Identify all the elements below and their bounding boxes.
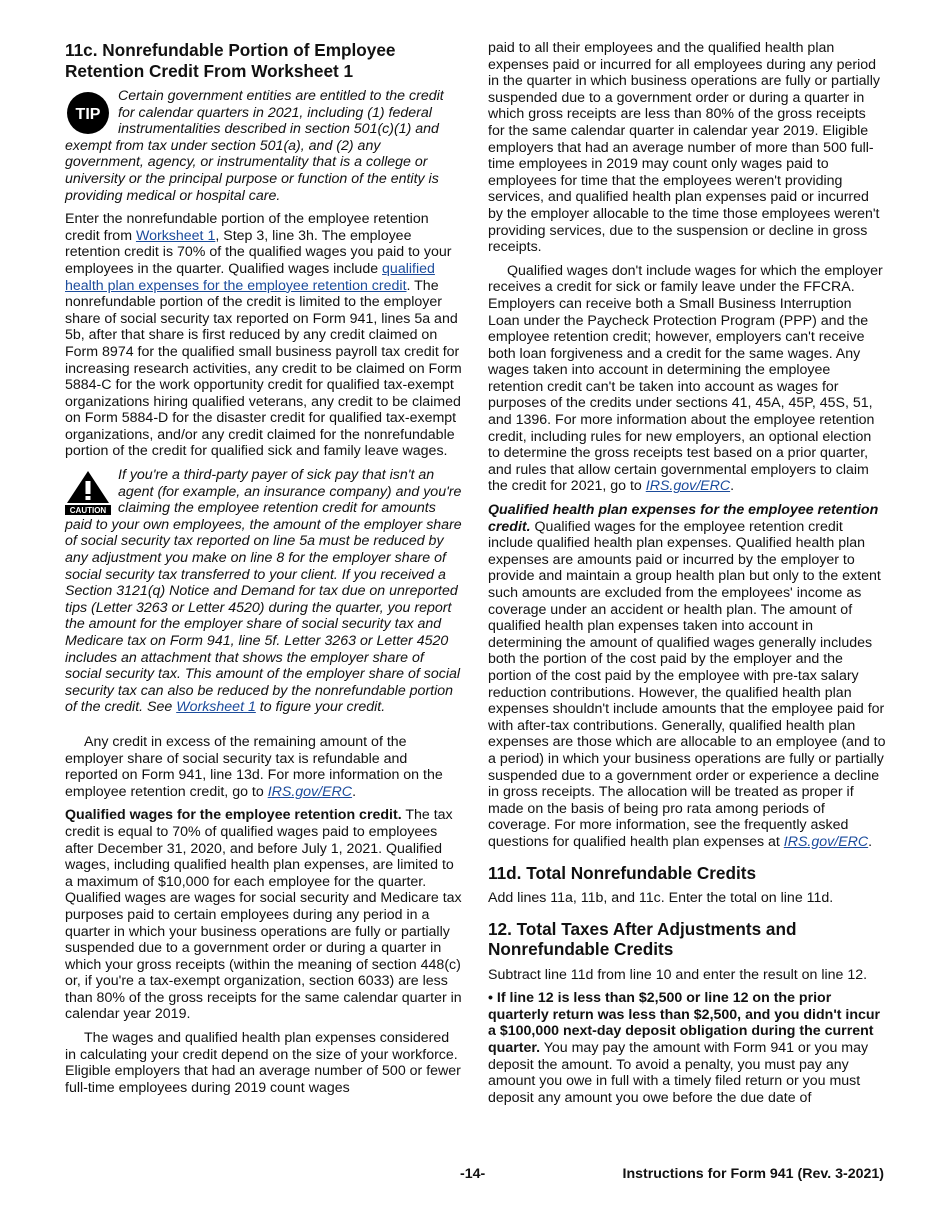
paragraph-excess-credit: Any credit in excess of the remaining amount of the employer share of social security tax is refundable and reported on Form 941, line 13d. For more information on the employee retention credit, go to IRS.gov/ERC.: [65, 733, 443, 800]
qualified-health-plan-link[interactable]: qualified health plan expenses for the employee retention credit: [65, 260, 435, 294]
paragraph-12: Subtract line 11d from line 10 and enter the result on line 12.: [488, 966, 868, 983]
paragraph-11d: Add lines 11a, 11b, and 11c. Enter the total on line 11d.: [488, 890, 834, 906]
paragraph-health-plan: Qualified health plan expenses for the employee retention credit. Qualified wages for the employee retention credit include qualified health plan expenses. Qualified health plan expenses are amounts paid or incurred by the employer to provide and maintain a group health plan but only to the extent such amounts are excluded from the employees' income as coverage under an accident or health plan. The amount of qualified health plan expenses taken into account in determining the amount of qualified wages generally includes both the portion of the cost paid by the employer and the portion of the cost paid by the employee with pre-tax salary reduction contributions. However, the qualified health plan expenses shouldn't include amounts that the employee paid for with after-tax contributions. Generally, qualified health plan expenses are those which are allocable to an employee (and to a period) in which your business operations are fully or partially suspended due to a government order or experience a decline in gross receipts. The allocation will be treated as proper if made on the basis of being pro rata among periods of coverage. For more information, see the frequently asked questions for qualified health plan expenses at IRS.gov/ERC.: [488, 502, 886, 850]
section-heading-11d: 11d. Total Nonrefundable Credits: [488, 862, 757, 883]
bullet-marker: •: [488, 990, 493, 1007]
irs-erc-link-2[interactable]: IRS.gov/ERC: [645, 478, 731, 495]
caution-note: CAUTION If you're a third-party payer of sick pay that isn't an agent (for example, an insurance company) and you're claiming the employee retention credit for amounts paid to your own employees, the amount of the employer share of social security tax reported on line 5a must be reduced by any adjustment you make on line 8 for the employer share of social security tax transferred to your client. If you received a Section 3121(q) Notice and Demand for tax due on unreported tips (Letter 3263 or Letter 4520) during the quarter, you report the amount for the employer share of social security tax and Medicare tax on Form 941, line 5f. Letter 3263 or Letter 4520 includes an attachment that shows the employer share of social security tax. This amount of the employer share of social security tax can also be reduced by the nonrefundable portion of the credit. See Worksheet 1 to figure your credit.: [65, 467, 462, 716]
paragraph-wages-considered: The wages and qualified health plan expenses considered in calculating your credit depend on the size of your workforce. Eligible employers that had an average number of 500 or fewer full-time employees during 2019 count wages: [65, 1030, 461, 1096]
svg-text:CAUTION: CAUTION: [69, 506, 107, 516]
worksheet-1-link[interactable]: Worksheet 1: [135, 227, 216, 244]
irs-erc-link-3[interactable]: IRS.gov/ERC: [783, 833, 869, 850]
section-heading-12: 12. Total Taxes After Adjustments and Nonrefundable Credits: [488, 918, 797, 960]
tip-text: Certain government entities are entitled to the credit for calendar quarters in 2021, including (1) federal instrumentalities described in section 501(c)(1) and exempt from tax under section 501(a), and (2) any government, agency, or instrumentality that is a college or university or the principal purpose or function of the entity is providing medical or hospital care.: [65, 88, 444, 204]
bullet-paragraph: • If line 12 is less than $2,500 or line 12 on the prior quarterly return was less than $2,500, and you didn't incur a $100,000 next-day deposit obligation during the current quarter. You may pay the amount with Form 941 or you may deposit the amount. To avoid a penalty, you must pay any amount you owe in full with a timely filed return or you must deposit any amount you owe before the due date of: [488, 990, 881, 1106]
svg-text:TIP: TIP: [75, 106, 101, 123]
caution-text: If you're a third-party payer of sick pay that isn't an agent (for example, an insurance company) and you're claiming the employee retention credit for amounts paid to your own employees, the amount of the employer share of social security tax reported on line 5a must be reduced by any adjustment you make on line 8 for the employer share of social security tax transferred to your client. If you received a Section 3121(q) Notice and Demand for tax due on unreported tips (Letter 3263 or Letter 4520) during the quarter, you report the amount for the employer share of social security tax and Medicare tax on Form 941, line 5f. Letter 3263 or Letter 4520 includes an attachment that shows the employer share of social security tax. This amount of the employer share of social security tax can also be reduced by the nonrefundable portion of the credit. See: [65, 467, 462, 716]
tip-note: [65, 88, 463, 204]
right-column: [488, 40, 886, 1113]
irs-erc-link[interactable]: IRS.gov/ERC: [267, 783, 353, 800]
paragraph-continued: paid to all their employees and the qualified health plan expenses paid or incurred for all employees during any period in the quarter in which business operations are fully or partially suspended due to a government order or during a quarter in which gross receipts are less than 80% of the gross receipts for the same calendar quarter in calendar year 2019. Eligible employers that had an average number of more than 500 full-time employees in 2019 may count only wages paid to employees for time that the employees weren't providing services, and qualified health plan expenses paid or incurred by the employer allocable to the time those employees weren't providing services, due to the suspension or decline in gross receipts.: [488, 40, 880, 256]
worksheet-1-link-2[interactable]: Worksheet 1: [176, 699, 256, 716]
left-column: [65, 40, 463, 1103]
paragraph-ffcra: Qualified wages don't include wages for which the employer receives a credit for sick or family leave under the FFCRA. Employers can receive both a Small Business Interruption Loan under the Paycheck Protection Program (PPP) and the employee retention credit; however, employers can't receive both loan forgiveness and a credit for the same wages. Any wages taken into account in determining the employee retention credit can't be taken into account as wages for purposes of the credits under sections 41, 45A, 45P, 45S, 51, and 1396. For more information about the employee retention credit, including rules for new employers, an optional election to determine the gross receipts test based on a prior quarter, and rules that allow certain governmental employers to claim the credit for 2021, go to IRS.gov/ERC.: [488, 262, 883, 495]
caution-icon: [65, 469, 111, 515]
section-heading-11c: 11c. Nonrefundable Portion of Employee Retention Credit From Worksheet 1: [65, 40, 396, 81]
paragraph-qualified-wages: Qualified wages for the employee retention credit. The tax credit is equal to 70% of qualified wages paid to employees after December 31, 2020, and before July 1, 2021. Qualified wages, including qualified health plan expenses, are limited to a maximum of $10,000 for each employee for the quarter. Qualified wages are wages for social security and Medicare tax purposes paid to certain employees during any period in a quarter in which your business operations are fully or partially suspended due to a government order or during a quarter in which your gross receipts (within the meaning of section 448(c) or, if you're a tax-exempt organization, section 6033) are less than 80% of the gross receipts for the same calendar quarter in calendar year 2019.: [65, 807, 462, 1023]
tip-icon: [65, 90, 111, 136]
page-number: -14-: [460, 1166, 486, 1182]
paragraph-11c-intro: Enter the nonrefundable portion of the employee retention credit from Worksheet 1, Step 3, line 3h. The employee retention credit is 70% of the qualified wages you paid to your employees in the quarter. Qualified wages include qualified health plan expenses for the employee retention credit. The nonrefundable portion of the credit is limited to the employer share of social security tax reported on Form 941, lines 5a and 5b, after that share is first reduced by any credit claimed on Form 8974 for the qualified small business payroll tax credit for increasing research activities, any credit to be claimed on Form 5884-C for the work opportunity credit for qualified tax-exempt organizations hiring qualified veterans, any credit to be claimed on Form 5884-D for the disaster credit for qualified tax-exempt organizations, and/or any credit claimed for the nonrefundable portion of the credit for qualified sick and family leave wages.: [65, 211, 462, 460]
document-title: Instructions for Form 941 (Rev. 3-2021): [622, 1166, 884, 1182]
